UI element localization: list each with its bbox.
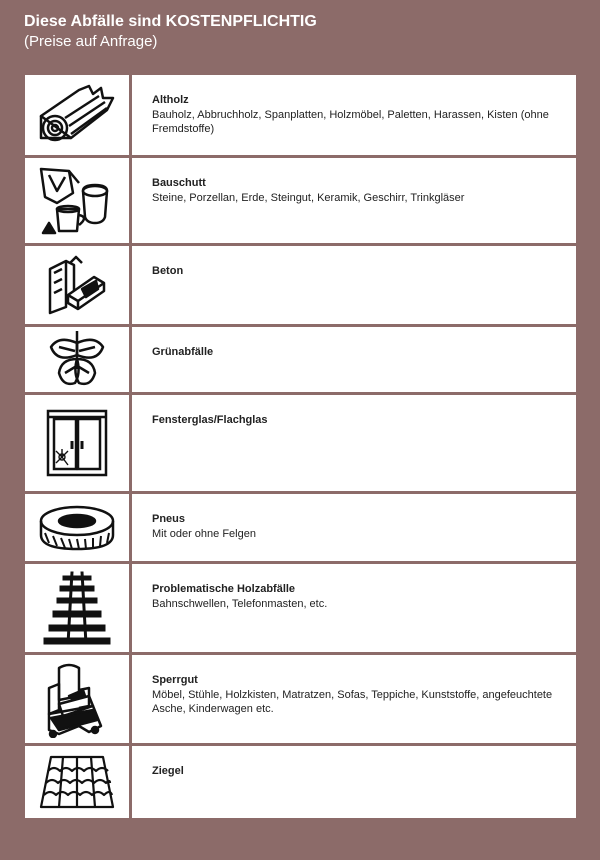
table-row [25,327,576,392]
item-name: Altholz [152,94,189,106]
waste-table [25,75,576,818]
header [24,12,317,52]
page-subtitle: (Preise auf Anfrage) [24,33,158,50]
item-name: Ziegel [152,765,184,777]
item-description: Bauholz, Abbruchholz, Spanplatten, Holzmöbel, Paletten, Harassen, Kisten (ohne Fremdstoffe) [152,109,549,135]
roof-tiles-icon [25,746,132,818]
item-name: Sperrgut [152,674,198,686]
rubble-icon [25,158,132,243]
table-row [25,494,576,561]
item-name: Pneus [152,513,186,525]
item-description: Steine, Porzellan, Erde, Steingut, Keramik, Geschirr, Trinkgläser [152,192,465,204]
tire-icon [25,494,132,561]
armchair-icon [25,655,132,743]
table-row [25,395,576,491]
table-row [25,655,576,743]
table-row [25,246,576,324]
leaves-icon [25,327,132,392]
railway-icon [25,564,132,652]
table-row [25,75,576,155]
item-name: Problematische Holzabfälle [152,583,296,595]
concrete-icon [25,246,132,324]
window-icon [25,395,132,491]
item-name: Fensterglas/Flachglas [152,414,268,426]
item-name: Beton [152,265,184,277]
page-title: Diese Abfälle sind KOSTENPFLICHTIG [24,13,317,30]
table-row [25,746,576,818]
table-row [25,564,576,652]
wood-icon [25,75,132,155]
item-description: Möbel, Stühle, Holzkisten, Matratzen, Sofas, Teppiche, Kunststoffe, angefeuchtete Asche, Kinderwagen etc. [152,689,553,715]
item-description: Mit oder ohne Felgen [152,528,256,540]
item-name: Bauschutt [152,177,206,189]
item-description: Bahnschwellen, Telefonmasten, etc. [152,598,328,610]
item-name: Grünabfälle [152,346,214,358]
table-row [25,158,576,243]
